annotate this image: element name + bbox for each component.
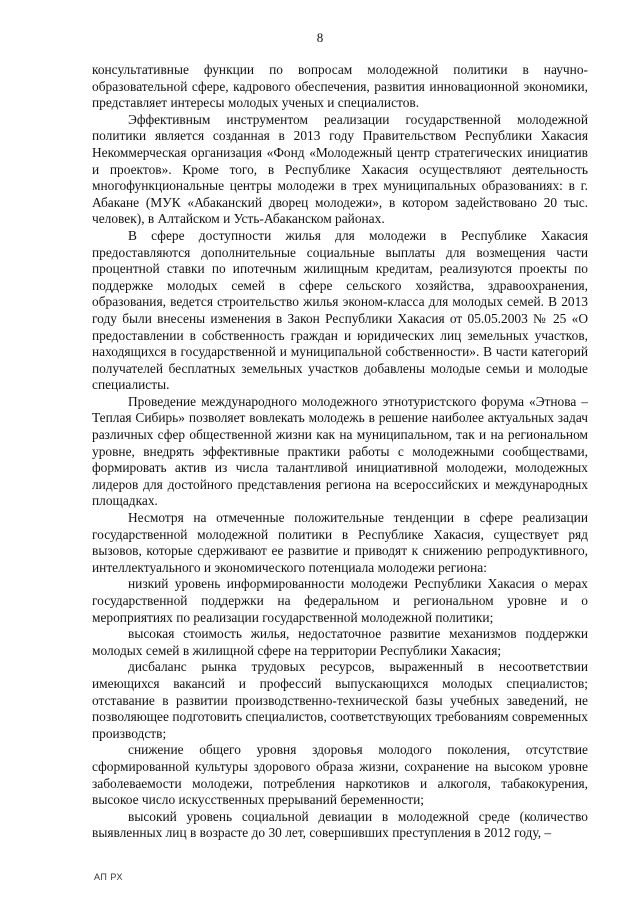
paragraph-3: В сфере доступности жилья для молодежи в Республике Хакасия предоставляются дополнительные социальные выплаты для возмещения части процентной ставки по ипотечным жилищным кредитам, реализуются проекты по поддержке молодых семей в сфере сельского хозяйства, здравоохранения, образования, ведется строительство жилья эконом-класса для молодых семей. В 2013 году были внесены изменения в Закон Республики Хакасия от 05.05.2003 № 25 «О предоставлении в собственность граждан и юридических лиц земельных участков, находящихся в государственной и муниципальной собственности». В части категорий получателей бесплатных земельных участков добавлены молодые семьи и молодые специалисты.	[92, 227, 588, 393]
paragraph-6: низкий уровень информированности молодежи Республики Хакасия о мерах государственной поддержки на федеральном и региональном уровне и о мероприятиях по реализации государственной молодежной политики;	[92, 576, 588, 625]
footer-mark: АП РХ	[94, 872, 123, 882]
paragraph-5: Несмотря на отмеченные положительные тенденции в сфере реализации государственной молодежной политики в Республике Хакасия, существует ряд вызовов, которые сдерживают ее развитие и приводят к снижению репродуктивного, интеллектуального и экономического потенциала молодежи региона:	[92, 510, 588, 575]
paragraph-9: снижение общего уровня здоровья молодого поколения, отсутствие сформированной культуры здорового образа жизни, сохранение на высоком уровне заболеваемости молодежи, потребления наркотиков и алкоголя, табакокурения, высокое число искусственных прерываний беременности;	[92, 742, 588, 808]
paragraph-10: высокий уровень социальной девиации в молодежной среде (количество выявленных лиц в возрасте до 30 лет, совершивших преступления в 2012 году, –	[92, 808, 588, 841]
document-body	[92, 62, 588, 842]
paragraph-2: Эффективным инструментом реализации государственной молодежной политики является созданная в 2013 году Правительством Республики Хакасия Некоммерческая организация «Фонд «Молодежный центр стратегических инициатив и проектов». Кроме того, в Республике Хакасия осуществляют деятельность многофункциональные центры молодежи в трех муниципальных образованиях: в г. Абакане (МУК «Абаканский дворец молодежи», в котором задействовано 20 тыс. человек), в Алтайском и Усть-Абаканском районах.	[92, 111, 588, 227]
page-number: 8	[316, 30, 324, 45]
paragraph-7: высокая стоимость жилья, недостаточное развитие механизмов поддержки молодых семей в жилищной сфере на территории Республики Хакасия;	[92, 626, 588, 658]
paragraph-8: дисбаланс рынка трудовых ресурсов, выраженный в несоответствии имеющихся вакансий и профессий выпускающихся молодых специалистов; отставание в развитии производственно-технической базы учебных заведений, не позволяющее подготовить специалистов, соответствующих требованиям современных производств;	[92, 659, 588, 741]
paragraph-4: Проведение международного молодежного этнотуристского форума «Этнова – Теплая Сибирь» позволяет вовлекать молодежь в решение наиболее актуальных задач различных сфер общественной жизни как на муниципальном, так и на региональном уровне, внедрять эффективные практики работы с молодежными сообществами, формировать актив из числа талантливой инициативной молодежи, молодежных лидеров для достойного представления региона на всероссийских и международных площадках.	[92, 393, 588, 509]
paragraph-1: консультативные функции по вопросам молодежной политики в научно-образовательной сфере, кадрового обеспечения, развития инновационной экономики, представляет интересы молодых ученых и специалистов.	[92, 62, 588, 111]
